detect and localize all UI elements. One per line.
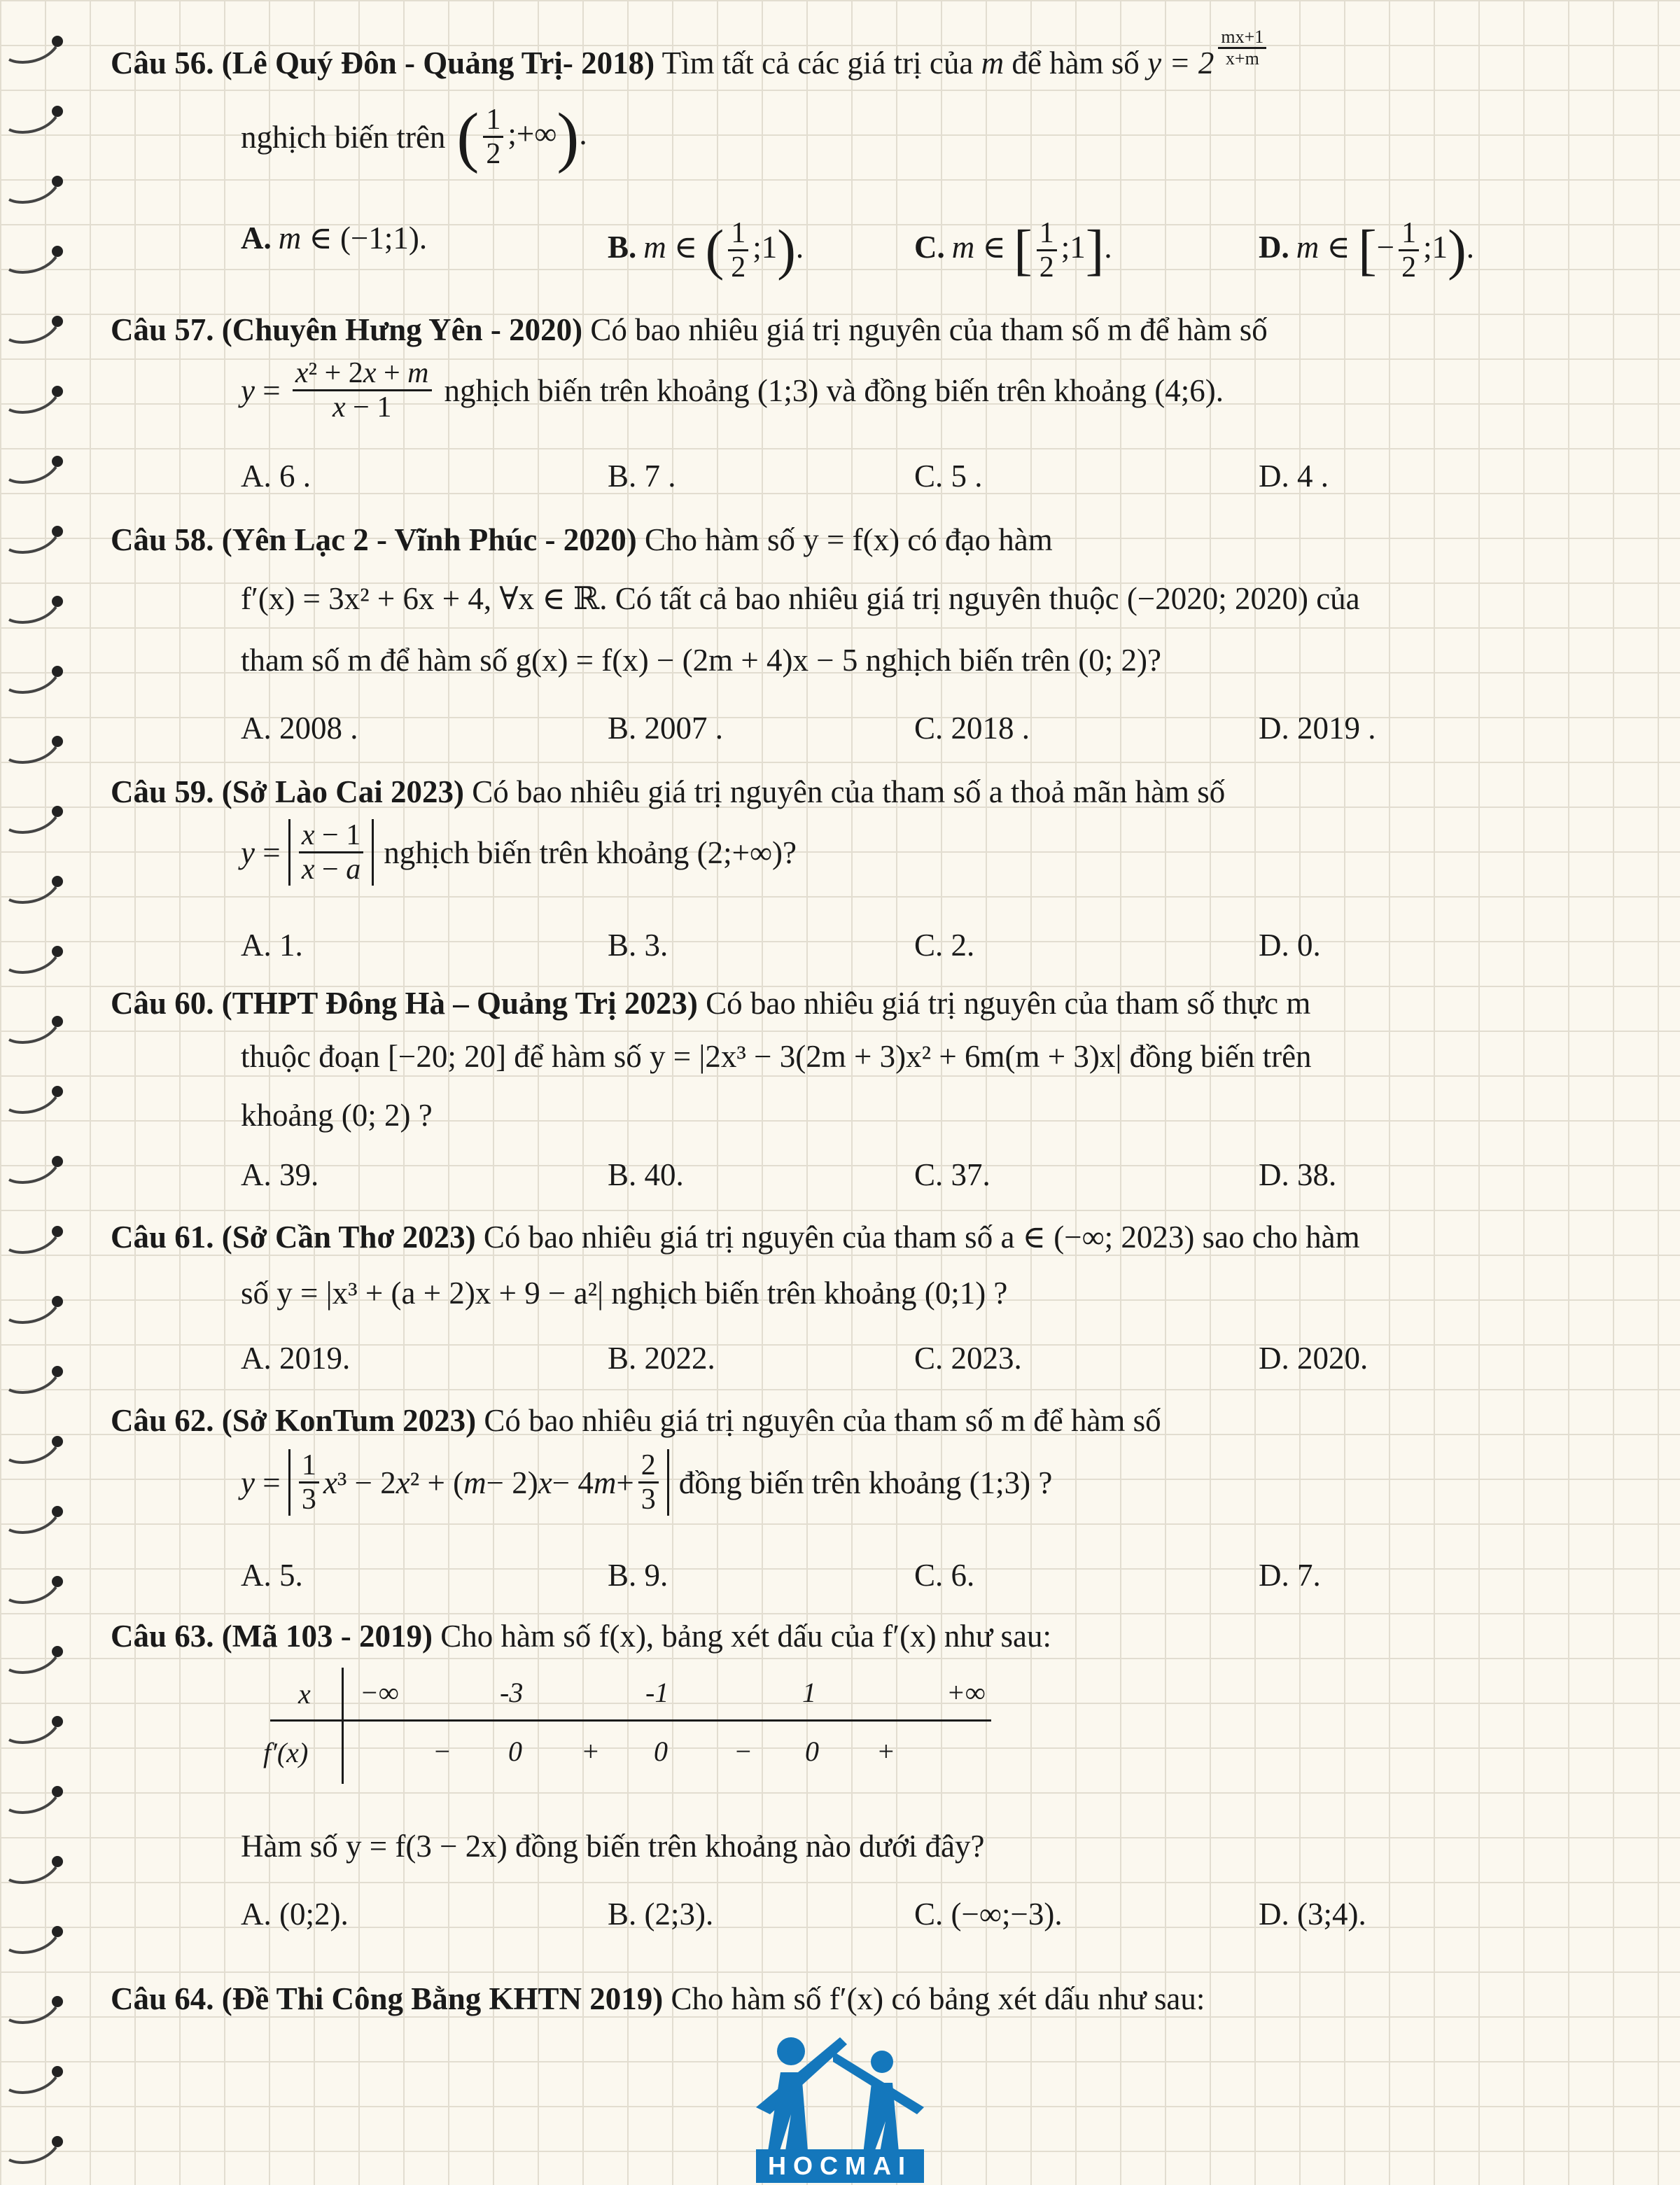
question-text: Tìm tất cả các giá trị của [662, 46, 974, 81]
table-x-value: -1 [645, 1677, 669, 1708]
spiral-ring-icon [6, 1642, 69, 1677]
option-d[interactable]: D. 2020. [1259, 1341, 1368, 1376]
spiral-ring-icon [6, 1432, 69, 1467]
question-text: khoảng (0; 2) ? [241, 1098, 433, 1133]
option-a[interactable]: A. 6 . [241, 459, 311, 494]
question-text: Có bao nhiêu giá trị nguyên của tham số thực m [706, 986, 1311, 1021]
spiral-ring-icon [6, 1572, 69, 1607]
option-c[interactable]: C. 6. [914, 1558, 975, 1593]
table-x-value: +∞ [946, 1677, 986, 1708]
spiral-ring-icon [6, 1012, 69, 1047]
option-b[interactable]: B. 2022. [608, 1341, 715, 1376]
spiral-ring-icon [6, 732, 69, 767]
question-61 [111, 1215, 1525, 1399]
question-head: Câu 61. (Sở Cần Thơ 2023) [111, 1220, 476, 1255]
worksheet [111, 21, 1525, 2033]
question-head: Câu 60. (THPT Đông Hà – Quảng Trị 2023) [111, 986, 698, 1021]
sign-table [263, 1662, 1110, 1781]
spiral-ring-icon [6, 1992, 69, 2027]
spiral-ring-icon [6, 1292, 69, 1327]
option-c[interactable]: C. (−∞;−3). [914, 1897, 1063, 1932]
question-text: để hàm số [1011, 46, 1140, 81]
spiral-ring-icon [6, 1082, 69, 1117]
spiral-ring-icon [6, 242, 69, 277]
spiral-ring-icon [6, 1712, 69, 1747]
spiral-ring-icon [6, 32, 69, 67]
table-sign: − [433, 1736, 451, 1767]
option-a[interactable]: A. 2019. [241, 1341, 351, 1376]
table-x-value: −∞ [360, 1677, 399, 1708]
question-text: Có bao nhiêu giá trị nguyên của tham số a ∈ (−∞; 2023) sao cho hàm [483, 1220, 1360, 1255]
question-head: Câu 57. (Chuyên Hưng Yên - 2020) [111, 312, 583, 347]
question-62: Câu 62. (Sở KonTum 2023) Có bao nhiêu giá trị nguyên của tham số m để hàm số y = $\frac{1}{3}$ x ³ − 2 x ² + ( m − 2) x − 4 m + $\frac{2}{3}$ đồng biến trên khoảng (1;3) ? A. 5. B. 9. C. 6. D. 7. [111, 1399, 1525, 1614]
question-head: Câu 58. (Yên Lạc 2 - Vĩnh Phúc - 2020) [111, 522, 637, 557]
option-b[interactable]: B. 40. [608, 1157, 684, 1192]
option-c[interactable]: C. 2018 . [914, 711, 1030, 746]
spiral-ring-icon [6, 1152, 69, 1187]
option-d[interactable]: D. (3;4). [1259, 1897, 1366, 1932]
spiral-ring-icon [6, 172, 69, 207]
option-a[interactable]: A. 2008 . [241, 711, 358, 746]
table-sign: 0 [508, 1736, 522, 1767]
question-text: Cho hàm số f′(x) có bảng xét dấu như sau: [671, 1981, 1205, 2016]
question-head: Câu 56. (Lê Quý Đôn - Quảng Trị- 2018) [111, 46, 655, 81]
question-text: thuộc đoạn [−20; 20] để hàm số y = |2x³ − 3(2m + 3)x² + 6m(m + 3)x| đồng biến trên [241, 1039, 1312, 1074]
option-c[interactable]: C. 2. [914, 928, 975, 963]
option-c[interactable]: C. 5 . [914, 459, 983, 494]
question-63 [111, 1614, 1525, 1977]
spiral-binding [0, 0, 77, 2185]
table-row-label-fprime: f′(x) [263, 1737, 309, 1768]
question-text: số y = |x³ + (a + 2)x + 9 − a²| nghịch biến trên khoảng (0;1) ? [241, 1276, 1008, 1311]
spiral-ring-icon [6, 452, 69, 487]
question-head: Câu 63. (Mã 103 - 2019) [111, 1619, 433, 1654]
spiral-ring-icon [6, 312, 69, 347]
option-d[interactable]: D. 0. [1259, 928, 1321, 963]
question-text: nghịch biến trên khoảng (2;+∞)? [384, 835, 797, 870]
spiral-ring-icon [6, 1922, 69, 1957]
option-b[interactable]: B. 3. [608, 928, 668, 963]
spiral-ring-icon [6, 522, 69, 557]
table-sign: 0 [654, 1736, 668, 1767]
question-text: Có bao nhiêu giá trị nguyên của tham số m để hàm số [590, 312, 1268, 347]
spiral-ring-icon [6, 1852, 69, 1887]
table-row-label-x: x [298, 1678, 311, 1710]
option-b[interactable]: B. 9. [608, 1558, 668, 1593]
option-b[interactable]: B. m ∈ ( $\frac{1}{2}$ ;1). [608, 217, 804, 284]
question-text: Cho hàm số y = f(x) có đạo hàm [644, 522, 1053, 557]
spiral-ring-icon [6, 1782, 69, 1817]
option-b[interactable]: B. 2007 . [608, 711, 724, 746]
question-head: Câu 62. (Sở KonTum 2023) [111, 1403, 477, 1438]
option-a[interactable]: A. m ∈ (−1;1). [241, 221, 428, 256]
question-58 [111, 518, 1525, 770]
option-c[interactable]: C. 2023. [914, 1341, 1022, 1376]
question-text: nghịch biến trên [241, 119, 446, 155]
question-head: Câu 59. (Sở Lào Cai 2023) [111, 774, 464, 809]
question-text: nghịch biến trên khoảng (1;3) và đồng biến trên khoảng (4;6). [444, 372, 1224, 408]
option-a[interactable]: A. (0;2). [241, 1897, 349, 1932]
spiral-ring-icon [6, 802, 69, 837]
table-x-value: -3 [500, 1677, 524, 1708]
table-sign: + [876, 1736, 895, 1767]
spiral-ring-icon [6, 382, 69, 417]
question-text: Có bao nhiêu giá trị nguyên của tham số a thoả mãn hàm số [472, 774, 1226, 809]
spiral-ring-icon [6, 102, 69, 137]
logo-text: HOCMAI [756, 2149, 924, 2183]
option-d[interactable]: D. 38. [1259, 1157, 1337, 1192]
option-d[interactable]: D. 2019 . [1259, 711, 1376, 746]
table-sign: 0 [805, 1736, 819, 1767]
spiral-ring-icon [6, 872, 69, 907]
option-d[interactable]: D. m ∈ [− $\frac{1}{2}$ ;1). [1259, 217, 1474, 284]
spiral-ring-icon [6, 1222, 69, 1257]
option-a[interactable]: A. 1. [241, 928, 303, 963]
question-text: tham số m để hàm số g(x) = f(x) − (2m + 4)x − 5 nghịch biến trên (0; 2)? [241, 643, 1161, 678]
option-b[interactable]: B. (2;3). [608, 1897, 714, 1932]
question-57: Câu 57. (Chuyên Hưng Yên - 2020) Có bao nhiêu giá trị nguyên của tham số m để hàm số y = $\frac{\text{x² + 2x + m}}{x - 1}$ nghịch biến trên khoảng (1;3) và đồng biến trên khoảng (4;6). A. 6 . B. 7 . C. 5 . D. 4 . [111, 308, 1525, 518]
spiral-ring-icon [6, 942, 69, 977]
question-56: Câu 56. (Lê Quý Đôn - Quảng Trị- 2018) Tìm tất cả các giá trị của m để hàm số y = 2 $^{\frac{mx+1}{x+m}}$ nghịch biến trên ( $\frac{1}{2}$ ;+∞). A. m ∈ (−1;1). B. m ∈ ( $\frac{1}{2}$ ;1). C. m ∈ [ $\frac{1}{2}$ ;1]. D. m ∈ [− $\frac{1}{2}$ ;1). [111, 21, 1525, 308]
option-c[interactable]: C. 37. [914, 1157, 990, 1192]
table-sign: + [581, 1736, 600, 1767]
option-d[interactable]: D. 4 . [1259, 459, 1329, 494]
question-text: f′(x) = 3x² + 6x + 4, ∀x ∈ ℝ. Có tất cả bao nhiêu giá trị nguyên thuộc (−2020; 2020) của [241, 581, 1360, 616]
spiral-ring-icon [6, 1362, 69, 1397]
question-text: Có bao nhiêu giá trị nguyên của tham số m để hàm số [484, 1403, 1161, 1438]
option-b[interactable]: B. 7 . [608, 459, 676, 494]
question-59: Câu 59. (Sở Lào Cai 2023) Có bao nhiêu giá trị nguyên của tham số a thoả mãn hàm số y = $\frac{x - 1}{x - a}$ nghịch biến trên khoảng (2;+∞)? A. 1. B. 3. C. 2. D. 0. [111, 770, 1525, 982]
spiral-ring-icon [6, 662, 69, 697]
question-text: Hàm số y = f(3 − 2x) đồng biến trên khoảng nào dưới đây? [241, 1829, 985, 1864]
spiral-ring-icon [6, 2062, 69, 2097]
table-x-value: 1 [802, 1677, 816, 1708]
question-text: đồng biến trên khoảng (1;3) ? [678, 1465, 1053, 1500]
option-a[interactable]: A. 39. [241, 1157, 319, 1192]
spiral-ring-icon [6, 1502, 69, 1537]
option-c[interactable]: C. m ∈ [ $\frac{1}{2}$ ;1]. [914, 217, 1112, 284]
question-text: Cho hàm số f(x), bảng xét dấu của f′(x) như sau: [440, 1619, 1051, 1654]
question-60 [111, 982, 1525, 1215]
option-a[interactable]: A. 5. [241, 1558, 303, 1593]
option-d[interactable]: D. 7. [1259, 1558, 1321, 1593]
table-sign: − [734, 1736, 752, 1767]
spiral-ring-icon [6, 592, 69, 627]
question-head: Câu 64. (Đề Thi Công Bằng KHTN 2019) [111, 1981, 664, 2016]
spiral-ring-icon [6, 2132, 69, 2167]
